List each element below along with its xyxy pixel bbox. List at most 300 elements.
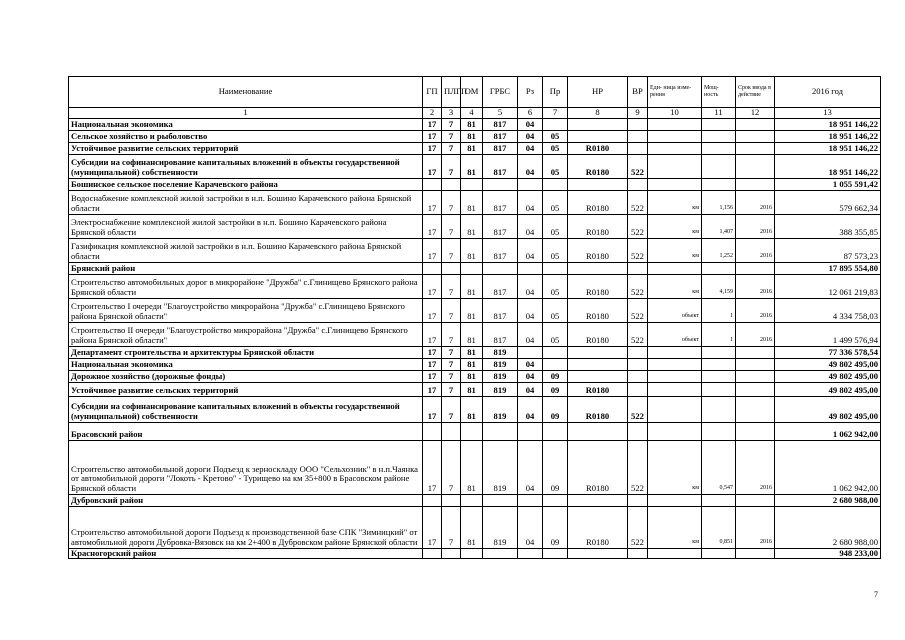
cell-vr bbox=[628, 370, 648, 382]
cell-name: Бошинское сельское поселение Карачевского района bbox=[69, 178, 423, 190]
cell-om: 81 bbox=[461, 346, 483, 358]
col-number: 4 bbox=[461, 108, 483, 119]
cell-grbs bbox=[483, 548, 518, 559]
cell-term bbox=[736, 118, 775, 130]
cell-unit: км bbox=[648, 214, 702, 238]
cell-power: 0,851 bbox=[702, 506, 736, 548]
cell-unit bbox=[648, 142, 702, 154]
cell-term bbox=[736, 382, 775, 396]
cell-term: 2016 bbox=[736, 298, 775, 322]
cell-om: 81 bbox=[461, 154, 483, 178]
cell-gp: 17 bbox=[423, 214, 442, 238]
cell-rz: 04 bbox=[518, 274, 543, 298]
cell-power: 1,252 bbox=[702, 238, 736, 262]
cell-rz: 04 bbox=[518, 396, 543, 422]
cell-name: Строительство автомобильной дороги Подъезд к производственной базе СПК "Зимницкий" от автомобильной дороги Дубровка-Вязовск на км 2+400 в Дубровском районе Брянской области bbox=[69, 506, 423, 548]
cell-power: 0,547 bbox=[702, 440, 736, 494]
cell-rz bbox=[518, 262, 543, 274]
cell-nr bbox=[568, 118, 628, 130]
cell-pr: 09 bbox=[543, 506, 568, 548]
cell-amount: 87 573,23 bbox=[775, 238, 881, 262]
table-row bbox=[69, 494, 881, 506]
cell-term bbox=[736, 154, 775, 178]
cell-grbs: 817 bbox=[483, 214, 518, 238]
cell-vr bbox=[628, 358, 648, 370]
cell-om: 81 bbox=[461, 142, 483, 154]
cell-om: 81 bbox=[461, 440, 483, 494]
cell-name: Строительство I очереди "Благоустройство микрорайона "Дружба" с.Глинищево Брянского района Брянской области" bbox=[69, 298, 423, 322]
cell-pr: 05 bbox=[543, 190, 568, 214]
cell-name: Устойчивое развитие сельских территорий bbox=[69, 142, 423, 154]
cell-grbs: 817 bbox=[483, 274, 518, 298]
table-row bbox=[69, 382, 881, 396]
cell-vr: 522 bbox=[628, 322, 648, 346]
cell-vr: 522 bbox=[628, 506, 648, 548]
cell-vr bbox=[628, 130, 648, 142]
cell-om: 81 bbox=[461, 298, 483, 322]
cell-om bbox=[461, 262, 483, 274]
cell-plgp: 7 bbox=[442, 396, 461, 422]
cell-gp: 17 bbox=[423, 130, 442, 142]
cell-om: 81 bbox=[461, 506, 483, 548]
cell-name: Красногорский район bbox=[69, 548, 423, 559]
cell-amount: 2 680 988,00 bbox=[775, 506, 881, 548]
cell-pr: 05 bbox=[543, 130, 568, 142]
cell-unit bbox=[648, 154, 702, 178]
cell-gp: 17 bbox=[423, 238, 442, 262]
cell-vr bbox=[628, 178, 648, 190]
cell-pr bbox=[543, 422, 568, 440]
cell-rz: 04 bbox=[518, 142, 543, 154]
col-number: 1 bbox=[69, 108, 423, 119]
cell-rz bbox=[518, 422, 543, 440]
cell-nr bbox=[568, 178, 628, 190]
cell-amount: 2 680 988,00 bbox=[775, 494, 881, 506]
cell-pr bbox=[543, 178, 568, 190]
table-row bbox=[69, 548, 881, 559]
cell-term bbox=[736, 494, 775, 506]
cell-term bbox=[736, 130, 775, 142]
cell-grbs bbox=[483, 494, 518, 506]
col-number: 9 bbox=[628, 108, 648, 119]
cell-unit: объект bbox=[648, 298, 702, 322]
cell-power: 1,156 bbox=[702, 190, 736, 214]
cell-nr: R0180 bbox=[568, 142, 628, 154]
cell-vr bbox=[628, 382, 648, 396]
cell-plgp: 7 bbox=[442, 190, 461, 214]
cell-gp bbox=[423, 422, 442, 440]
cell-power bbox=[702, 154, 736, 178]
table-row bbox=[69, 322, 881, 346]
cell-gp bbox=[423, 178, 442, 190]
cell-name: Электроснабжение комплексной жилой застройки в н.п. Бошино Карачевского района Брянской области bbox=[69, 214, 423, 238]
cell-term: 2016 bbox=[736, 440, 775, 494]
cell-rz: 04 bbox=[518, 154, 543, 178]
cell-name: Строительство II очереди "Благоустройство микрорайона "Дружба" с.Глинищево Брянского района Брянской области" bbox=[69, 322, 423, 346]
col-number: 6 bbox=[518, 108, 543, 119]
cell-rz bbox=[518, 494, 543, 506]
cell-amount: 579 662,34 bbox=[775, 190, 881, 214]
cell-plgp bbox=[442, 178, 461, 190]
cell-unit bbox=[648, 422, 702, 440]
cell-name: Департамент строительства и архитектуры Брянской области bbox=[69, 346, 423, 358]
table-row bbox=[69, 190, 881, 214]
cell-gp: 17 bbox=[423, 142, 442, 154]
cell-grbs: 819 bbox=[483, 506, 518, 548]
cell-om: 81 bbox=[461, 396, 483, 422]
cell-name: Строительство автомобильной дороги Подъезд к зерноскладу ООО "Сельхозник" в н.п.Чаянка от автомобильной дороги "Локоть - Кретово" - Турищево на км 35+800 в Брасовском районе Брянской области bbox=[69, 440, 423, 494]
cell-vr: 522 bbox=[628, 214, 648, 238]
cell-grbs bbox=[483, 422, 518, 440]
cell-term bbox=[736, 422, 775, 440]
cell-power: 1,407 bbox=[702, 214, 736, 238]
cell-power bbox=[702, 396, 736, 422]
cell-om: 81 bbox=[461, 190, 483, 214]
cell-term bbox=[736, 262, 775, 274]
cell-nr: R0180 bbox=[568, 154, 628, 178]
cell-nr: R0180 bbox=[568, 214, 628, 238]
header-vr: ВР bbox=[628, 77, 648, 108]
cell-amount: 49 802 495,00 bbox=[775, 370, 881, 382]
cell-pr bbox=[543, 346, 568, 358]
cell-power bbox=[702, 118, 736, 130]
cell-amount: 1 055 591,42 bbox=[775, 178, 881, 190]
cell-amount: 4 334 758,03 bbox=[775, 298, 881, 322]
col-number: 5 bbox=[483, 108, 518, 119]
header-row bbox=[69, 77, 881, 108]
cell-gp: 17 bbox=[423, 154, 442, 178]
cell-rz: 04 bbox=[518, 382, 543, 396]
cell-gp: 17 bbox=[423, 358, 442, 370]
cell-pr: 09 bbox=[543, 370, 568, 382]
cell-gp: 17 bbox=[423, 118, 442, 130]
cell-pr: 09 bbox=[543, 440, 568, 494]
cell-pr: 05 bbox=[543, 214, 568, 238]
header-term: Срок ввода в действие bbox=[736, 77, 775, 108]
cell-gp bbox=[423, 494, 442, 506]
cell-gp: 17 bbox=[423, 346, 442, 358]
cell-unit bbox=[648, 262, 702, 274]
cell-plgp: 7 bbox=[442, 506, 461, 548]
cell-plgp: 7 bbox=[442, 238, 461, 262]
cell-nr bbox=[568, 422, 628, 440]
budget-table-sheet bbox=[68, 76, 880, 559]
cell-unit: км bbox=[648, 190, 702, 214]
cell-unit bbox=[648, 370, 702, 382]
cell-name: Дорожное хозяйство (дорожные фонды) bbox=[69, 370, 423, 382]
cell-grbs: 819 bbox=[483, 346, 518, 358]
cell-nr: R0180 bbox=[568, 274, 628, 298]
cell-nr bbox=[568, 346, 628, 358]
cell-gp: 17 bbox=[423, 382, 442, 396]
cell-vr bbox=[628, 422, 648, 440]
header-name: Наименование bbox=[69, 77, 423, 108]
table-row bbox=[69, 358, 881, 370]
cell-vr bbox=[628, 548, 648, 559]
cell-term: 2016 bbox=[736, 214, 775, 238]
cell-rz: 04 bbox=[518, 298, 543, 322]
cell-nr: R0180 bbox=[568, 440, 628, 494]
col-number: 2 bbox=[423, 108, 442, 119]
cell-rz: 04 bbox=[518, 214, 543, 238]
cell-grbs: 817 bbox=[483, 118, 518, 130]
cell-unit bbox=[648, 382, 702, 396]
header-year: 2016 год bbox=[775, 77, 881, 108]
cell-nr: R0180 bbox=[568, 506, 628, 548]
cell-grbs: 819 bbox=[483, 370, 518, 382]
cell-power: 1 bbox=[702, 298, 736, 322]
table-row bbox=[69, 506, 881, 548]
cell-om: 81 bbox=[461, 130, 483, 142]
cell-amount: 17 895 554,80 bbox=[775, 262, 881, 274]
cell-amount: 1 499 576,94 bbox=[775, 322, 881, 346]
cell-power bbox=[702, 494, 736, 506]
cell-unit bbox=[648, 548, 702, 559]
cell-name: Брасовский район bbox=[69, 422, 423, 440]
cell-gp bbox=[423, 262, 442, 274]
table-row bbox=[69, 370, 881, 382]
cell-grbs: 817 bbox=[483, 190, 518, 214]
header-grbs: ГРБС bbox=[483, 77, 518, 108]
cell-pr: 05 bbox=[543, 238, 568, 262]
cell-power bbox=[702, 358, 736, 370]
cell-pr bbox=[543, 358, 568, 370]
cell-unit bbox=[648, 346, 702, 358]
cell-nr bbox=[568, 358, 628, 370]
cell-amount: 49 802 495,00 bbox=[775, 358, 881, 370]
cell-vr bbox=[628, 494, 648, 506]
cell-power bbox=[702, 178, 736, 190]
cell-pr bbox=[543, 118, 568, 130]
col-number: 11 bbox=[702, 108, 736, 119]
cell-grbs: 817 bbox=[483, 298, 518, 322]
cell-nr bbox=[568, 370, 628, 382]
cell-name: Национальная экономика bbox=[69, 358, 423, 370]
col-number: 8 bbox=[568, 108, 628, 119]
cell-vr: 522 bbox=[628, 190, 648, 214]
cell-gp: 17 bbox=[423, 370, 442, 382]
page-number: 7 bbox=[874, 590, 878, 599]
header-plgp: ПЛГП bbox=[442, 77, 461, 108]
table-row bbox=[69, 178, 881, 190]
cell-name: Субсидии на софинансирование капитальных вложений в объекты государственной (муниципальной) собственности bbox=[69, 396, 423, 422]
column-number-row bbox=[69, 108, 881, 119]
header-rz: Рз bbox=[518, 77, 543, 108]
cell-power bbox=[702, 382, 736, 396]
cell-grbs bbox=[483, 178, 518, 190]
cell-grbs: 819 bbox=[483, 440, 518, 494]
cell-gp: 17 bbox=[423, 440, 442, 494]
table-row bbox=[69, 274, 881, 298]
cell-vr bbox=[628, 142, 648, 154]
cell-grbs bbox=[483, 262, 518, 274]
cell-term: 2016 bbox=[736, 238, 775, 262]
cell-name: Водоснабжение комплексной жилой застройки в н.п. Бошино Карачевского района Брянской области bbox=[69, 190, 423, 214]
cell-om: 81 bbox=[461, 370, 483, 382]
cell-nr: R0180 bbox=[568, 322, 628, 346]
cell-name: Дубровский район bbox=[69, 494, 423, 506]
cell-om bbox=[461, 178, 483, 190]
cell-rz: 04 bbox=[518, 440, 543, 494]
cell-om bbox=[461, 422, 483, 440]
cell-rz: 04 bbox=[518, 190, 543, 214]
cell-pr: 05 bbox=[543, 142, 568, 154]
cell-term: 2016 bbox=[736, 274, 775, 298]
table-row bbox=[69, 214, 881, 238]
cell-power bbox=[702, 422, 736, 440]
table-row bbox=[69, 440, 881, 494]
cell-plgp: 7 bbox=[442, 298, 461, 322]
cell-unit bbox=[648, 494, 702, 506]
cell-plgp: 7 bbox=[442, 382, 461, 396]
cell-amount: 12 061 219,83 bbox=[775, 274, 881, 298]
cell-vr bbox=[628, 262, 648, 274]
cell-rz: 04 bbox=[518, 322, 543, 346]
cell-unit: км bbox=[648, 506, 702, 548]
cell-rz bbox=[518, 548, 543, 559]
cell-gp: 17 bbox=[423, 506, 442, 548]
col-number: 12 bbox=[736, 108, 775, 119]
cell-pr bbox=[543, 494, 568, 506]
cell-power bbox=[702, 130, 736, 142]
cell-unit: км bbox=[648, 238, 702, 262]
cell-om: 81 bbox=[461, 238, 483, 262]
table-row bbox=[69, 298, 881, 322]
cell-plgp: 7 bbox=[442, 440, 461, 494]
cell-name: Субсидии на софинансирование капитальных вложений в объекты государственной (муниципальной) собственности bbox=[69, 154, 423, 178]
table-row bbox=[69, 346, 881, 358]
cell-name: Сельское хозяйство и рыболовство bbox=[69, 130, 423, 142]
cell-pr: 05 bbox=[543, 322, 568, 346]
table-row bbox=[69, 118, 881, 130]
header-gp: ГП bbox=[423, 77, 442, 108]
cell-pr bbox=[543, 262, 568, 274]
cell-grbs: 817 bbox=[483, 130, 518, 142]
cell-term bbox=[736, 396, 775, 422]
cell-plgp bbox=[442, 548, 461, 559]
cell-vr bbox=[628, 346, 648, 358]
cell-plgp: 7 bbox=[442, 142, 461, 154]
cell-amount: 388 355,85 bbox=[775, 214, 881, 238]
cell-amount: 18 951 146,22 bbox=[775, 142, 881, 154]
cell-plgp: 7 bbox=[442, 346, 461, 358]
cell-grbs: 817 bbox=[483, 322, 518, 346]
cell-pr: 09 bbox=[543, 382, 568, 396]
cell-plgp: 7 bbox=[442, 274, 461, 298]
cell-pr: 05 bbox=[543, 274, 568, 298]
cell-gp: 17 bbox=[423, 274, 442, 298]
cell-plgp: 7 bbox=[442, 154, 461, 178]
cell-power bbox=[702, 142, 736, 154]
cell-rz: 04 bbox=[518, 370, 543, 382]
cell-term bbox=[736, 548, 775, 559]
cell-amount: 18 951 146,22 bbox=[775, 118, 881, 130]
cell-nr: R0180 bbox=[568, 382, 628, 396]
header-om: ОМ bbox=[461, 77, 483, 108]
cell-name: Брянский район bbox=[69, 262, 423, 274]
cell-om: 81 bbox=[461, 358, 483, 370]
table-row bbox=[69, 262, 881, 274]
cell-om bbox=[461, 494, 483, 506]
cell-nr bbox=[568, 130, 628, 142]
cell-om: 81 bbox=[461, 214, 483, 238]
cell-gp bbox=[423, 548, 442, 559]
cell-grbs: 819 bbox=[483, 382, 518, 396]
cell-amount: 49 802 495,00 bbox=[775, 382, 881, 396]
cell-pr bbox=[543, 548, 568, 559]
cell-amount: 948 233,00 bbox=[775, 548, 881, 559]
cell-unit bbox=[648, 396, 702, 422]
cell-pr: 05 bbox=[543, 154, 568, 178]
table-row bbox=[69, 154, 881, 178]
table-body bbox=[69, 118, 881, 559]
cell-term bbox=[736, 142, 775, 154]
cell-plgp bbox=[442, 494, 461, 506]
cell-unit: км bbox=[648, 440, 702, 494]
cell-vr: 522 bbox=[628, 238, 648, 262]
table-row bbox=[69, 238, 881, 262]
cell-om: 81 bbox=[461, 322, 483, 346]
cell-unit: объект bbox=[648, 322, 702, 346]
cell-vr: 522 bbox=[628, 298, 648, 322]
cell-power: 4,159 bbox=[702, 274, 736, 298]
cell-name: Газификация комплексной жилой застройки в н.п. Бошино Карачевского района Брянской области bbox=[69, 238, 423, 262]
cell-name: Строительство автомобильных дорог в микрорайоне "Дружба" с.Глинищево Брянского района Брянской области bbox=[69, 274, 423, 298]
cell-power bbox=[702, 346, 736, 358]
cell-rz: 04 bbox=[518, 506, 543, 548]
cell-rz: 04 bbox=[518, 358, 543, 370]
cell-unit bbox=[648, 118, 702, 130]
cell-plgp: 7 bbox=[442, 370, 461, 382]
cell-term bbox=[736, 178, 775, 190]
cell-nr bbox=[568, 494, 628, 506]
cell-plgp: 7 bbox=[442, 358, 461, 370]
table-row bbox=[69, 396, 881, 422]
cell-term: 2016 bbox=[736, 190, 775, 214]
cell-unit: км bbox=[648, 274, 702, 298]
cell-grbs: 817 bbox=[483, 238, 518, 262]
cell-term bbox=[736, 370, 775, 382]
cell-nr bbox=[568, 548, 628, 559]
cell-power bbox=[702, 548, 736, 559]
cell-plgp bbox=[442, 422, 461, 440]
cell-power bbox=[702, 262, 736, 274]
header-pr: Пр bbox=[543, 77, 568, 108]
cell-nr: R0180 bbox=[568, 190, 628, 214]
cell-grbs: 819 bbox=[483, 396, 518, 422]
cell-om: 81 bbox=[461, 118, 483, 130]
header-unit: Еди- ница изме- рения bbox=[648, 77, 702, 108]
cell-amount: 18 951 146,22 bbox=[775, 130, 881, 142]
cell-amount: 77 336 578,54 bbox=[775, 346, 881, 358]
cell-om: 81 bbox=[461, 382, 483, 396]
cell-amount: 49 802 495,00 bbox=[775, 396, 881, 422]
cell-pr: 09 bbox=[543, 396, 568, 422]
table-row bbox=[69, 142, 881, 154]
cell-rz: 04 bbox=[518, 130, 543, 142]
cell-plgp: 7 bbox=[442, 118, 461, 130]
cell-nr: R0180 bbox=[568, 238, 628, 262]
cell-om: 81 bbox=[461, 274, 483, 298]
col-number: 10 bbox=[648, 108, 702, 119]
cell-name: Национальная экономика bbox=[69, 118, 423, 130]
cell-rz bbox=[518, 346, 543, 358]
cell-pr: 05 bbox=[543, 298, 568, 322]
cell-rz: 04 bbox=[518, 238, 543, 262]
cell-gp: 17 bbox=[423, 190, 442, 214]
cell-gp: 17 bbox=[423, 396, 442, 422]
table-row bbox=[69, 130, 881, 142]
